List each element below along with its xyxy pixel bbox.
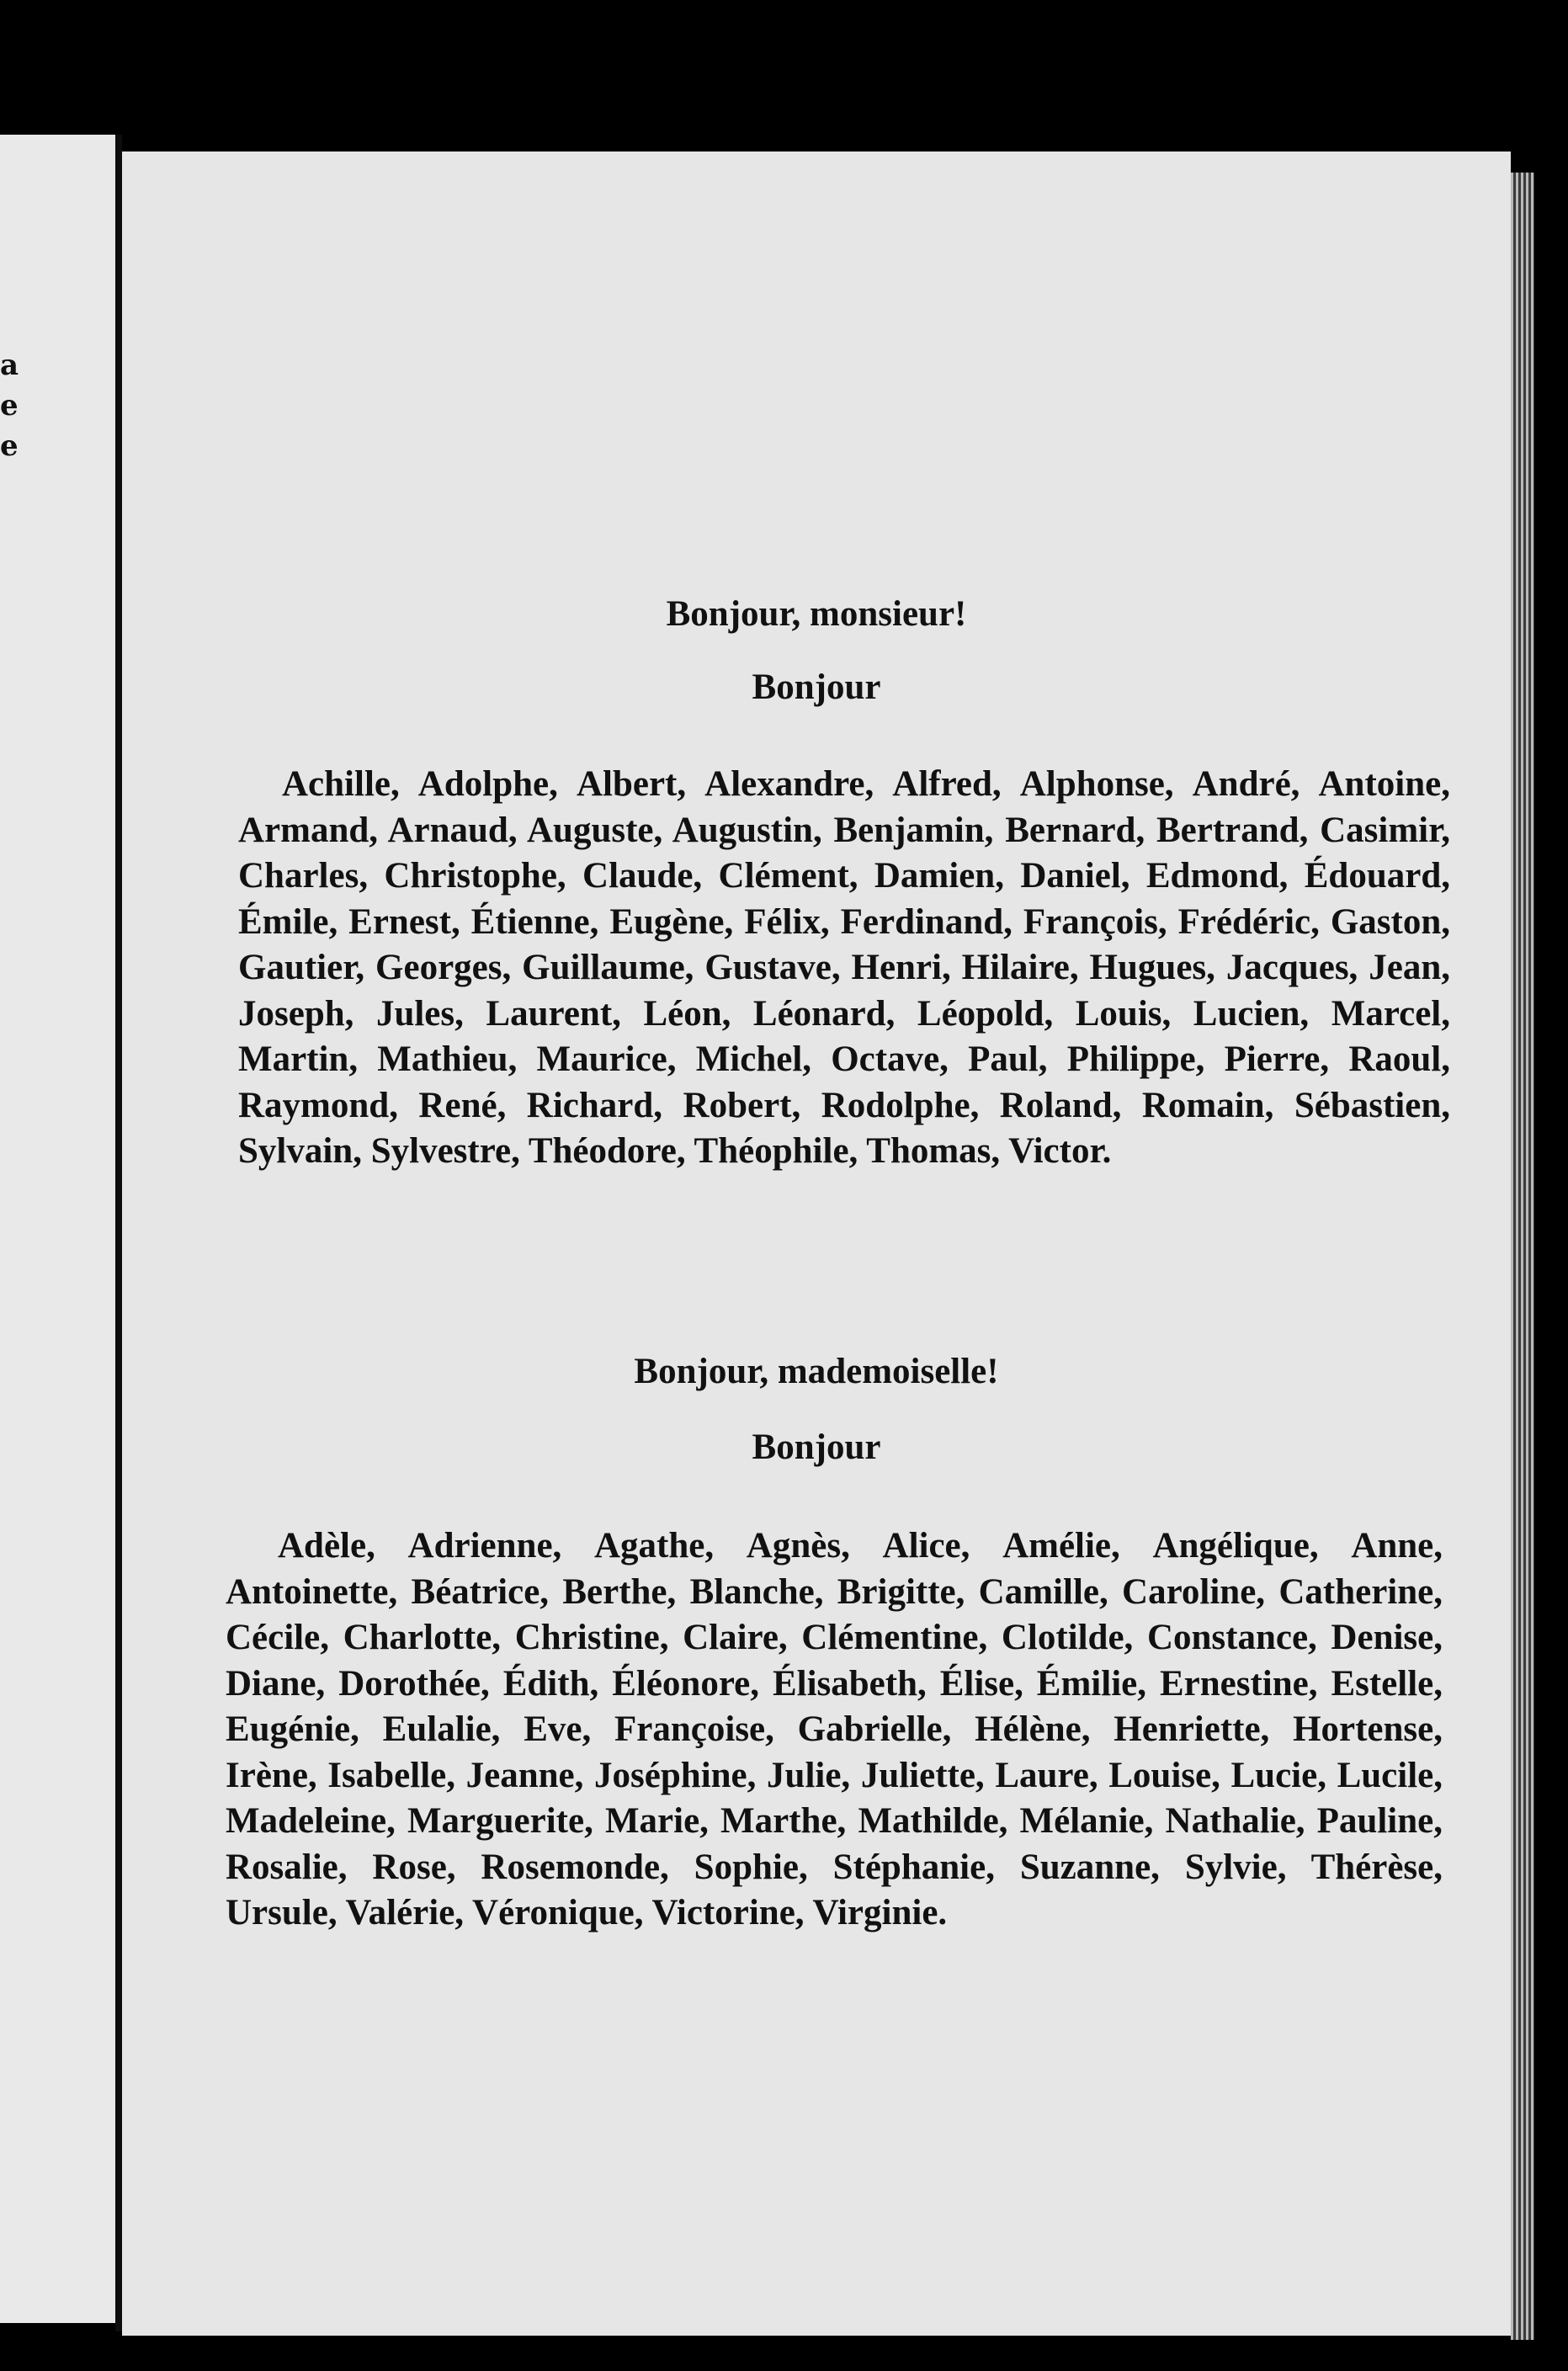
mens-names-paragraph: Achille, Adolphe, Albert, Alexandre, Alfred, Alphonse, André, Antoine, Armand, Arnaud, Auguste, Augustin, Benjamin, Bernard, Bertrand, Casimir, Charles, Christophe, Claude, Clément, Damien, Daniel, Edmond, Édouard, Émile, Ernest, Étienne, Eugène, Félix, Ferdinand, François, Frédéric, Gaston, Gautier, Georges, Guillaume, Gustave, Henri, Hilaire, Hugues, Jacques, Jean, Joseph, Jules, Laurent, Léon, Léonard, Léopold, Louis, Lucien, Marcel, Martin, Mathieu, Maurice, Michel, Octave, Paul, Philippe, Pierre, Raoul, Raymond, René, Richard, Robert, Rodolphe, Roland, Romain, Sébastien, Sylvain, Sylvestre, Théodore, Théophile, Thomas, Victor. bbox=[238, 764, 1450, 1171]
left-page-text-fragments bbox=[0, 345, 17, 466]
left-page-fragment: e bbox=[0, 429, 19, 463]
greeting-mademoiselle: Bonjour, mademoiselle! bbox=[634, 1352, 999, 1391]
reply-bonjour-women: Bonjour bbox=[752, 1427, 881, 1467]
greeting-monsieur: Bonjour, monsieur! bbox=[666, 594, 967, 634]
book-page bbox=[122, 152, 1511, 2336]
womens-names-paragraph: Adèle, Adrienne, Agathe, Agnès, Alice, Amélie, Angélique, Anne, Antoinette, Béatrice, Berthe, Blanche, Brigitte, Camille, Caroline, Catherine, Cécile, Charlotte, Christine, Claire, Clémentine, Clotilde, Constance, Denise, Diane, Dorothée, Édith, Éléonore, Élisabeth, Élise, Émilie, Ernestine, Estelle, Eugénie, Eulalie, Eve, Françoise, Gabrielle, Hélène, Henriette, Hortense, Irène, Isabelle, Jeanne, Joséphine, Julie, Juliette, Laure, Louise, Lucie, Lucile, Madeleine, Marguerite, Marie, Marthe, Mathilde, Mélanie, Nathalie, Pauline, Rosalie, Rose, Rosemonde, Sophie, Stéphanie, Suzanne, Sylvie, Thérèse, Ursule, Valérie, Véronique, Victorine, Virginie. bbox=[226, 1526, 1443, 1932]
book-gutter bbox=[115, 135, 122, 2331]
left-page-fragment: a bbox=[0, 348, 19, 382]
left-page-edge bbox=[0, 135, 118, 2323]
left-page-fragment: e bbox=[0, 389, 19, 423]
reply-bonjour-men: Bonjour bbox=[752, 667, 881, 707]
page-stack-edge bbox=[1511, 173, 1534, 2340]
